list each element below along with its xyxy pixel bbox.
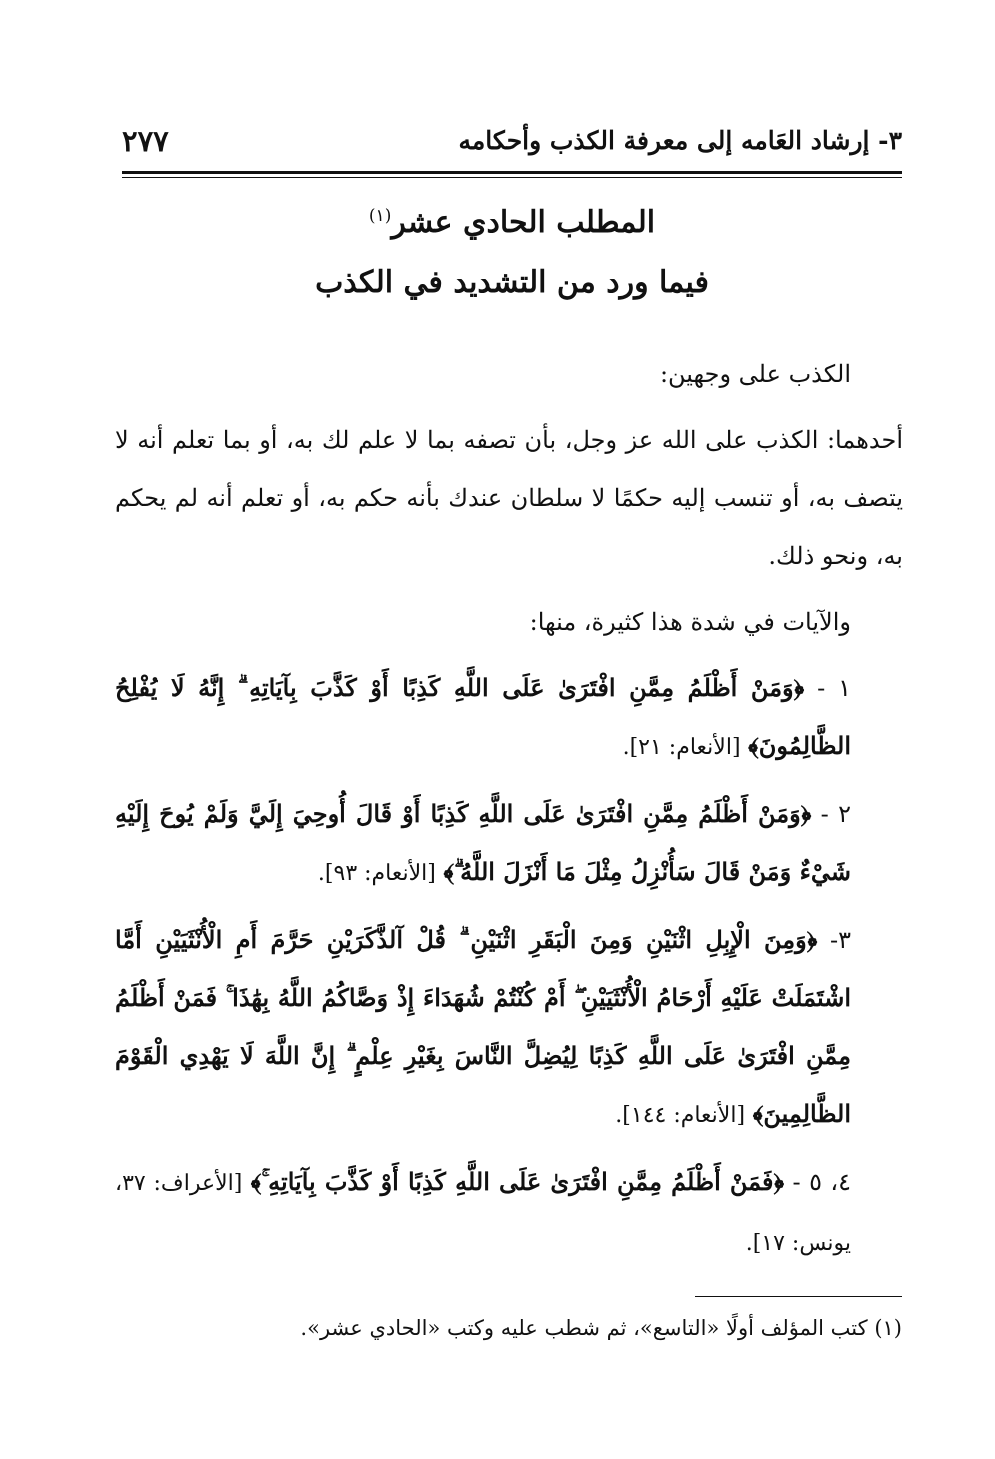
footnote xyxy=(122,1308,902,1348)
footnote-text: كتب المؤلف أولًا «التاسع»، ثم شطب عليه وكتب «الحادي عشر». xyxy=(300,1316,868,1340)
verse-number: ٤، ٥ - xyxy=(784,1168,851,1196)
verse-text: ﴿وَمَنْ أَظْلَمُ مِمَّنِ افْتَرَىٰ عَلَى اللَّهِ كَذِبًا أَوْ كَذَّبَ بِآيَاتِهِ ۗ إِنَّهُ لَا يُفْلِحُ الظَّالِمُونَ﴾ xyxy=(115,673,851,760)
verse-text: ﴿وَمِنَ الْإِبِلِ اثْنَيْنِ وَمِنَ الْبَقَرِ اثْنَيْنِ ۗ قُلْ آلذَّكَرَيْنِ حَرَّمَ أَمِ الْأُنْثَيَيْنِ أَمَّا اشْتَمَلَتْ عَلَيْهِ أَرْحَامُ الْأُنْثَيَيْنِ ۖ أَمْ كُنْتُمْ شُهَدَاءَ إِذْ وَصَّاكُمُ اللَّهُ بِهَٰذَا ۚ فَمَنْ أَظْلَمُ مِمَّنِ افْتَرَىٰ عَلَى اللَّهِ كَذِبًا لِيُضِلَّ النَّاسَ بِغَيْرِ عِلْمٍ ۗ إِنَّ اللَّهَ لَا يَهْدِي الْقَوْمَ الظَّالِمِينَ﴾ xyxy=(115,925,851,1128)
verse-item-3 xyxy=(115,911,903,1145)
verse-reference: [الأعراف: ٣٧، يونس: ١٧]. xyxy=(115,1171,851,1256)
page-number: ٢٧٧ xyxy=(122,124,169,158)
verse-reference: [الأنعام: ٩٣]. xyxy=(317,861,436,886)
body-text xyxy=(115,345,903,1273)
header-rule-thin xyxy=(122,177,902,178)
footnote-separator xyxy=(695,1296,902,1297)
verse-text: ﴿وَمَنْ أَظْلَمُ مِمَّنِ افْتَرَىٰ عَلَى اللَّهِ كَذِبًا أَوْ قَالَ أُوحِيَ إِلَيَّ وَلَمْ يُوحَ إِلَيْهِ شَيْءٌ وَمَنْ قَالَ سَأُنْزِلُ مِثْلَ مَا أَنْزَلَ اللَّهُ ۗ﴾ xyxy=(115,799,851,886)
header-rule-thick xyxy=(122,171,902,174)
footnote-marker: (١) xyxy=(874,1316,902,1340)
verse-item-2 xyxy=(115,785,903,903)
verses-intro-paragraph: والآيات في شدة هذا كثيرة، منها: xyxy=(529,608,851,636)
section-subtitle: فيما ورد من التشديد في الكذب xyxy=(315,265,709,300)
verse-number: ٢ - xyxy=(811,800,851,828)
footnote-reference[interactable]: (١) xyxy=(368,206,392,226)
verse-number: ١ - xyxy=(804,674,851,702)
verse-number: ٣- xyxy=(817,926,851,954)
verse-item-1 xyxy=(115,659,903,777)
verse-item-4-5 xyxy=(115,1153,903,1273)
intro-paragraph: الكذب على وجهين: xyxy=(659,360,851,388)
section-title xyxy=(122,202,902,244)
verse-reference: [الأنعام: ٢١]. xyxy=(622,735,741,760)
verse-text: ﴿فَمَنْ أَظْلَمُ مِمَّنِ افْتَرَىٰ عَلَى اللَّهِ كَذِبًا أَوْ كَذَّبَ بِآيَاتِهِ ۚ﴾ xyxy=(250,1167,785,1196)
running-title: ٣- إرشاد العَامه إلى معرفة الكذب وأحكامه xyxy=(458,126,902,155)
page-header xyxy=(122,118,902,168)
section-title-text: المطلب الحادي عشر xyxy=(391,205,656,240)
first-paragraph: أحدهما: الكذب على الله عز وجل، بأن تصفه بما لا علم لك به، أو بما تعلم أنه لا يتصف به، أو تنسب إليه حكمًا لا سلطان عندك بأنه حكم به، أو تعلم أنه لم يحكم به، ونحو ذلك. xyxy=(115,426,903,570)
verse-reference: [الأنعام: ١٤٤]. xyxy=(615,1103,746,1128)
